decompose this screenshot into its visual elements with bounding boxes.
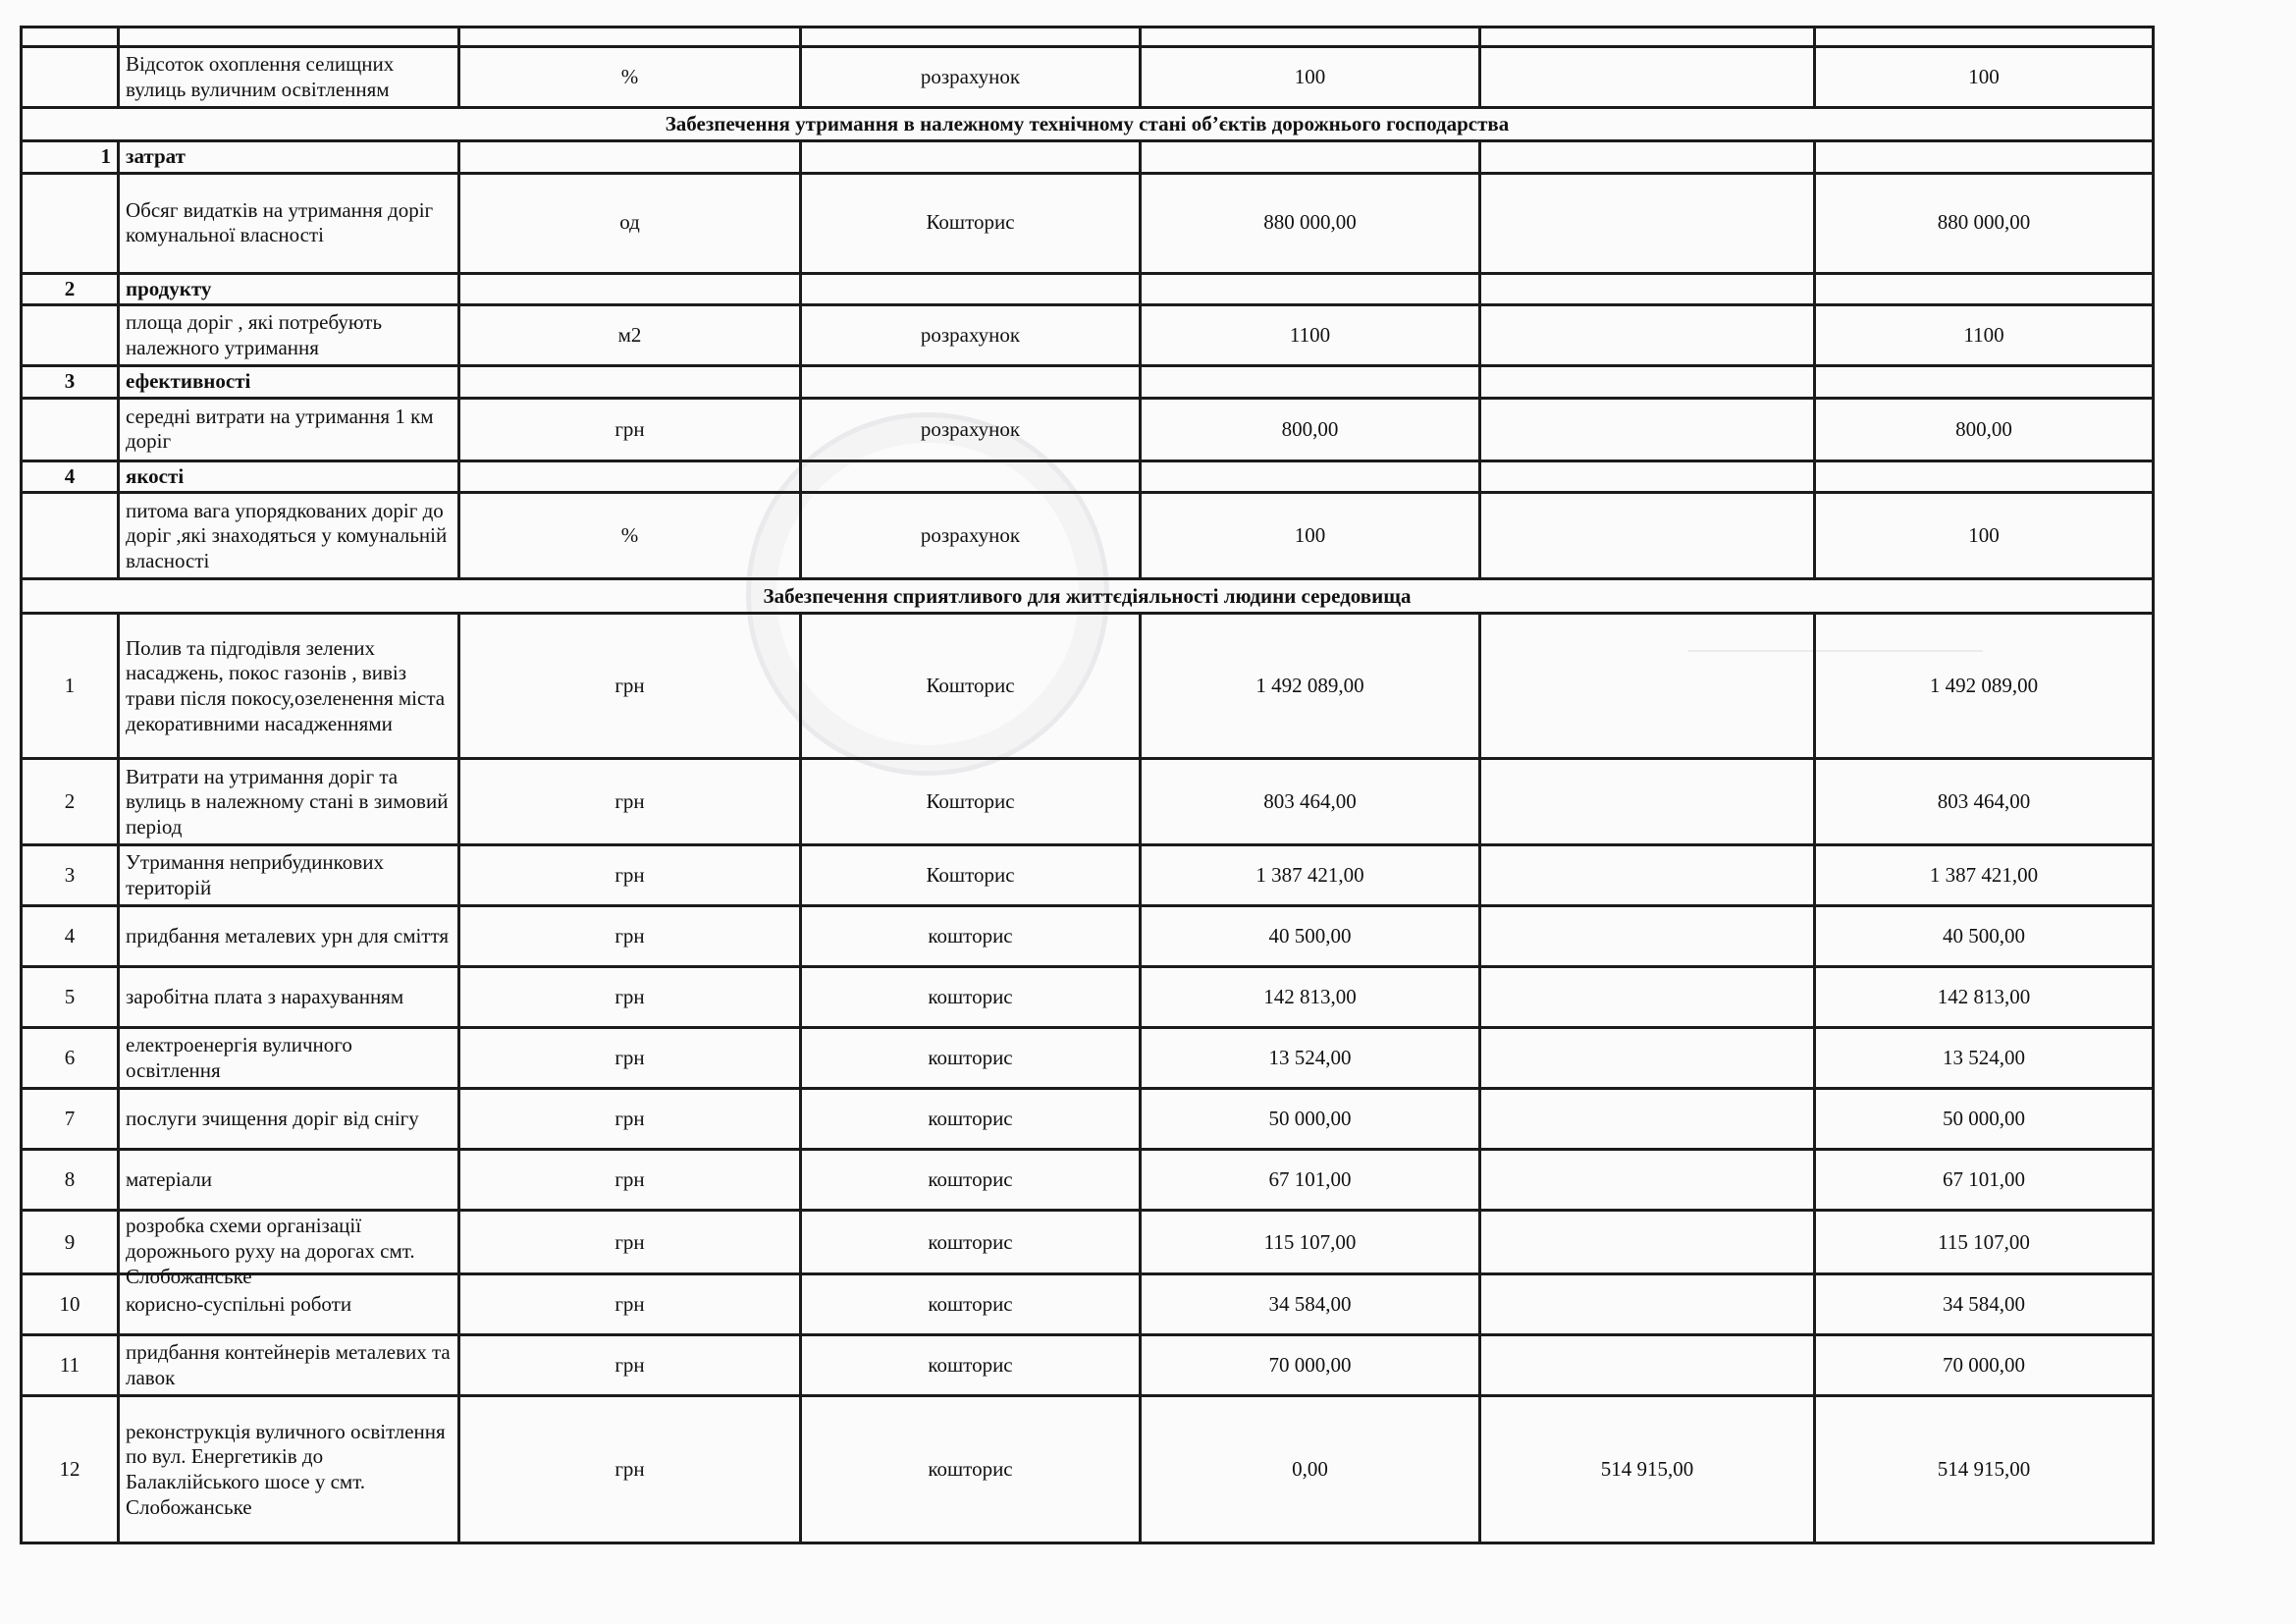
cell (1141, 273, 1480, 305)
row-value-2: 514 915,00 (1480, 1396, 1815, 1543)
cell (1480, 460, 1815, 493)
row-unit: м2 (459, 305, 801, 366)
row-value-3: 34 584,00 (1815, 1274, 2154, 1335)
row-value-3: 67 101,00 (1815, 1150, 2154, 1211)
group-label: затрат (119, 141, 459, 174)
row-value-1: 142 813,00 (1141, 967, 1480, 1028)
row-value-2 (1480, 398, 1815, 460)
row-value-3: 803 464,00 (1815, 759, 2154, 845)
cell (1815, 366, 2154, 399)
table-row (22, 845, 2154, 906)
cell (801, 273, 1141, 305)
group-label: продукту (119, 273, 459, 305)
row-value-3: 1 387 421,00 (1815, 845, 2154, 906)
row-value-3: 514 915,00 (1815, 1396, 2154, 1543)
row-source: Кошторис (801, 845, 1141, 906)
row-unit: грн (459, 1335, 801, 1396)
row-value-2 (1480, 759, 1815, 845)
cell (801, 141, 1141, 174)
row-value-2 (1480, 173, 1815, 273)
description-text: Відсоток охоплення селищних вулиць вуличним освітленням (126, 51, 395, 101)
row-description: Обсяг видатків на утримання доріг комунальної власності (119, 173, 459, 273)
cell (1480, 273, 1815, 305)
row-value-3: 142 813,00 (1815, 967, 2154, 1028)
row-unit: од (459, 173, 801, 273)
row-number: 6 (22, 1028, 119, 1089)
row-unit: грн (459, 1028, 801, 1089)
row-description: придбання контейнерів металевих та лавок (119, 1335, 459, 1396)
row-source: Кошторис (801, 614, 1141, 759)
row-unit: % (459, 47, 801, 108)
row-value-3: 40 500,00 (1815, 906, 2154, 967)
row-number (22, 493, 119, 579)
table-row (22, 1211, 2154, 1274)
row-value-1: 0,00 (1141, 1396, 1480, 1543)
row-value-1: 1100 (1141, 305, 1480, 366)
row-source: кошторис (801, 1089, 1141, 1150)
cell (1141, 141, 1480, 174)
row-value-2 (1480, 967, 1815, 1028)
row-description: площа доріг , які потребують належного утримання (119, 305, 459, 366)
row-unit: грн (459, 1396, 801, 1543)
section-title: Забезпечення сприятливого для життєдіяльності людини середовища (22, 579, 2154, 614)
cell (801, 366, 1141, 399)
row-number (22, 398, 119, 460)
row-description: реконструкція вуличного освітлення по вул. Енергетиків до Балаклійського шосе у смт. Слобожанське (119, 1396, 459, 1543)
row-description: електроенергія вуличного освітлення (119, 1028, 459, 1089)
row-value-1: 115 107,00 (1141, 1211, 1480, 1274)
row-unit: грн (459, 1150, 801, 1211)
row-source: розрахунок (801, 305, 1141, 366)
row-source: розрахунок (801, 398, 1141, 460)
cell (119, 27, 459, 47)
row-description: питома вага упорядкованих доріг до доріг ,які знаходяться у комунальній власності (119, 493, 459, 579)
cell (459, 273, 801, 305)
table-row (22, 906, 2154, 967)
table-row (22, 47, 2154, 108)
group-number: 1 (22, 141, 119, 174)
cell (1141, 27, 1480, 47)
row-source: кошторис (801, 1150, 1141, 1211)
table-row (22, 1274, 2154, 1335)
row-value-1: 803 464,00 (1141, 759, 1480, 845)
row-number: 9 (22, 1211, 119, 1274)
row-value-1: 100 (1141, 47, 1480, 108)
row-description: Полив та підгодівля зелених насаджень, покос газонів , вивіз трави після покосу,озеленення міста декоративними насадженнями (119, 614, 459, 759)
row-source: Кошторис (801, 759, 1141, 845)
table-row (22, 1150, 2154, 1211)
row-value-2 (1480, 1335, 1815, 1396)
section-header-row (22, 579, 2154, 614)
row-unit: грн (459, 845, 801, 906)
row-value-1: 50 000,00 (1141, 1089, 1480, 1150)
row-value-1: 13 524,00 (1141, 1028, 1480, 1089)
row-unit: грн (459, 967, 801, 1028)
table-row (22, 1396, 2154, 1543)
group-number: 2 (22, 273, 119, 305)
cell (801, 460, 1141, 493)
row-number: 10 (22, 1274, 119, 1335)
row-value-2 (1480, 1150, 1815, 1211)
group-header-row (22, 141, 2154, 174)
row-description: корисно-суспільні роботи (119, 1274, 459, 1335)
row-description (119, 1211, 459, 1288)
row-value-3: 13 524,00 (1815, 1028, 2154, 1089)
row-description: матеріали (119, 1150, 459, 1211)
row-value-3: 70 000,00 (1815, 1335, 2154, 1396)
row-value-2 (1480, 906, 1815, 967)
table-row (22, 759, 2154, 845)
row-source: кошторис (801, 1335, 1141, 1396)
row-unit: грн (459, 1274, 801, 1335)
row-source: кошторис (801, 906, 1141, 967)
row-description: Утримання неприбудинкових територій (119, 845, 459, 906)
row-description: заробітна плата з нарахуванням (119, 967, 459, 1028)
cell (1480, 366, 1815, 399)
section-header-row (22, 108, 2154, 141)
cell (1141, 460, 1480, 493)
row-source: Кошторис (801, 173, 1141, 273)
row-source: розрахунок (801, 493, 1141, 579)
row-value-2 (1480, 614, 1815, 759)
group-header-row (22, 460, 2154, 493)
cell (801, 27, 1141, 47)
row-number: 5 (22, 967, 119, 1028)
row-number (22, 173, 119, 273)
group-number: 4 (22, 460, 119, 493)
table-row (22, 493, 2154, 579)
row-unit: грн (459, 614, 801, 759)
row-value-3: 800,00 (1815, 398, 2154, 460)
row-source: кошторис (801, 1396, 1141, 1543)
table-row (22, 305, 2154, 366)
row-value-2 (1480, 47, 1815, 108)
row-source: кошторис (801, 1274, 1141, 1335)
row-value-2 (1480, 1211, 1815, 1274)
cell (459, 366, 801, 399)
row-value-2 (1480, 1028, 1815, 1089)
table-row (22, 967, 2154, 1028)
row-source: кошторис (801, 1028, 1141, 1089)
row-description: придбання металевих урн для сміття (119, 906, 459, 967)
row-number: 4 (22, 906, 119, 967)
row-description (119, 47, 459, 108)
row-value-1: 40 500,00 (1141, 906, 1480, 967)
row-number: 11 (22, 1335, 119, 1396)
row-unit: грн (459, 1211, 801, 1274)
row-number (22, 305, 119, 366)
row-value-1: 1 492 089,00 (1141, 614, 1480, 759)
row-value-3: 115 107,00 (1815, 1211, 2154, 1274)
row-value-1: 100 (1141, 493, 1480, 579)
row-description: Витрати на утримання доріг та вулиць в належному стані в зимовий період (119, 759, 459, 845)
header-remnant-row (22, 27, 2154, 47)
table-row (22, 1089, 2154, 1150)
row-value-3: 100 (1815, 47, 2154, 108)
cell (22, 27, 119, 47)
row-number: 1 (22, 614, 119, 759)
row-number: 2 (22, 759, 119, 845)
row-number (22, 47, 119, 108)
row-value-2 (1480, 1089, 1815, 1150)
cell (1480, 141, 1815, 174)
row-source: кошторис (801, 1211, 1141, 1274)
description-text: розробка схеми організації дорожнього руху на дорогах смт. Слобожанське (126, 1214, 415, 1288)
row-unit: грн (459, 398, 801, 460)
row-value-3: 100 (1815, 493, 2154, 579)
row-unit: грн (459, 759, 801, 845)
row-number: 8 (22, 1150, 119, 1211)
row-value-1: 800,00 (1141, 398, 1480, 460)
row-value-1: 880 000,00 (1141, 173, 1480, 273)
row-description: послуги зчищення доріг від снігу (119, 1089, 459, 1150)
row-value-3: 1100 (1815, 305, 2154, 366)
cell (459, 27, 801, 47)
cell (1141, 366, 1480, 399)
indicators-table (20, 26, 2155, 1544)
cell (1815, 27, 2154, 47)
cell (1815, 460, 2154, 493)
table-row (22, 614, 2154, 759)
row-source: розрахунок (801, 47, 1141, 108)
cell (1480, 27, 1815, 47)
group-label: ефективності (119, 366, 459, 399)
table-row (22, 1335, 2154, 1396)
row-value-3: 880 000,00 (1815, 173, 2154, 273)
table-row (22, 398, 2154, 460)
row-source: кошторис (801, 967, 1141, 1028)
row-value-3: 50 000,00 (1815, 1089, 2154, 1150)
table-row (22, 1028, 2154, 1089)
row-value-1: 34 584,00 (1141, 1274, 1480, 1335)
row-value-3: 1 492 089,00 (1815, 614, 2154, 759)
row-value-2 (1480, 1274, 1815, 1335)
cell (1815, 141, 2154, 174)
row-description: середні витрати на утримання 1 км доріг (119, 398, 459, 460)
row-number: 7 (22, 1089, 119, 1150)
cell (459, 141, 801, 174)
row-value-1: 70 000,00 (1141, 1335, 1480, 1396)
row-unit: грн (459, 1089, 801, 1150)
cell (1815, 273, 2154, 305)
row-value-1: 1 387 421,00 (1141, 845, 1480, 906)
row-number: 12 (22, 1396, 119, 1543)
row-value-2 (1480, 493, 1815, 579)
row-value-2 (1480, 845, 1815, 906)
group-header-row (22, 366, 2154, 399)
row-number: 3 (22, 845, 119, 906)
cell (459, 460, 801, 493)
row-unit: грн (459, 906, 801, 967)
row-value-2 (1480, 305, 1815, 366)
group-label: якості (119, 460, 459, 493)
group-header-row (22, 273, 2154, 305)
section-title: Забезпечення утримання в належному технічному стані об’єктів дорожнього господарства (22, 108, 2154, 141)
group-number: 3 (22, 366, 119, 399)
row-value-1: 67 101,00 (1141, 1150, 1480, 1211)
table-row (22, 173, 2154, 273)
row-unit: % (459, 493, 801, 579)
